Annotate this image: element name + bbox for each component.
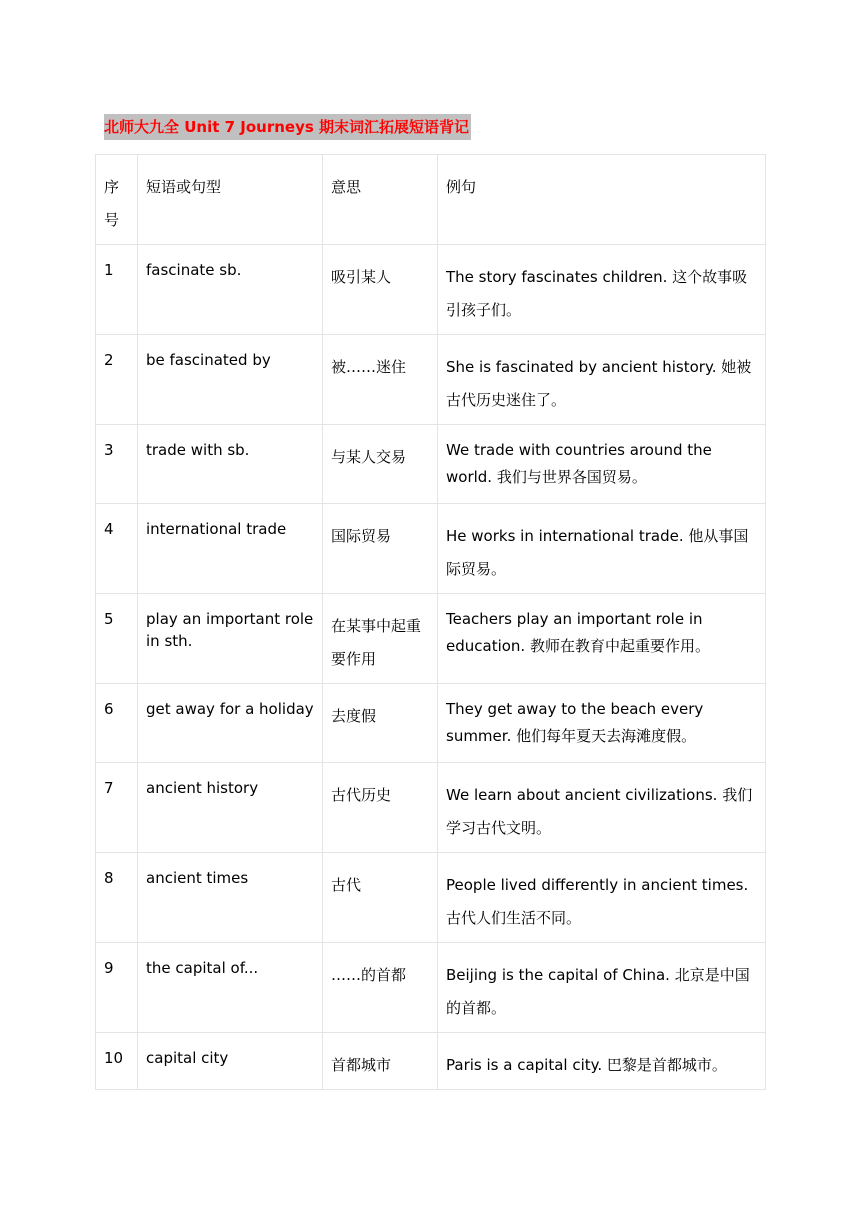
row-number: 5: [104, 610, 114, 628]
row-number: 10: [104, 1049, 124, 1067]
row-phrase: ancient times: [146, 869, 249, 887]
header-cell-phrase: 短语或句型: [138, 155, 323, 245]
row-number: 1: [104, 261, 114, 279]
table-header-row: [96, 155, 766, 245]
row-example: Teachers play an important role in education. 教师在教育中起重要作用。: [446, 610, 710, 655]
header-cell-number: 序号: [96, 155, 138, 245]
row-example: The story fascinates children. 这个故事吸引孩子们。: [446, 268, 748, 319]
row-meaning: 古代历史: [331, 786, 392, 804]
table-row: [96, 335, 766, 425]
row-number: 8: [104, 869, 114, 887]
row-phrase: trade with sb.: [146, 441, 250, 459]
vocabulary-table: [95, 154, 766, 1090]
row-number: 7: [104, 779, 114, 797]
row-meaning: ……的首都: [331, 966, 407, 984]
table-row: [96, 684, 766, 763]
header-cell-meaning: 意思: [323, 155, 438, 245]
row-number: 4: [104, 520, 114, 538]
table-row: [96, 245, 766, 335]
row-example: She is fascinated by ancient history. 她被古代历史迷住了。: [446, 358, 752, 409]
row-meaning: 首都城市: [331, 1056, 392, 1074]
row-phrase: ancient history: [146, 779, 259, 797]
table-row: [96, 504, 766, 594]
row-phrase: capital city: [146, 1049, 229, 1067]
row-example: Paris is a capital city. 巴黎是首都城市。: [446, 1056, 727, 1074]
header-cell-example: 例句: [438, 155, 766, 245]
row-meaning: 被……迷住: [331, 358, 407, 376]
row-meaning: 吸引某人: [331, 268, 392, 286]
row-example: He works in international trade. 他从事国际贸易。: [446, 527, 749, 578]
table-row: [96, 763, 766, 853]
title-block: [104, 114, 471, 140]
table-row: [96, 943, 766, 1033]
row-phrase: the capital of...: [146, 959, 259, 977]
table-row: [96, 594, 766, 684]
table-row: [96, 1033, 766, 1090]
row-meaning: 国际贸易: [331, 527, 392, 545]
row-example: We learn about ancient civilizations. 我们学习古代文明。: [446, 786, 753, 837]
row-example: They get away to the beach every summer. 他们每年夏天去海滩度假。: [446, 700, 704, 745]
row-phrase: international trade: [146, 520, 287, 538]
row-number: 9: [104, 959, 114, 977]
row-phrase: get away for a holiday: [146, 700, 314, 718]
row-phrase: fascinate sb.: [146, 261, 242, 279]
row-phrase: play an important role in sth.: [146, 610, 314, 650]
row-number: 2: [104, 351, 114, 369]
row-example: Beijing is the capital of China. 北京是中国的首都。: [446, 966, 750, 1017]
row-meaning: 与某人交易: [331, 448, 407, 466]
row-example: We trade with countries around the world. 我们与世界各国贸易。: [446, 441, 712, 486]
row-example: People lived differently in ancient times. 古代人们生活不同。: [446, 876, 749, 927]
document-title: 北师大九全 Unit 7 Journeys 期末词汇拓展短语背记: [104, 114, 471, 140]
row-meaning: 在某事中起重要作用: [331, 617, 422, 668]
row-number: 3: [104, 441, 114, 459]
row-meaning: 古代: [331, 876, 362, 894]
row-phrase: be fascinated by: [146, 351, 271, 369]
table-row: [96, 425, 766, 504]
row-number: 6: [104, 700, 114, 718]
row-meaning: 去度假: [331, 707, 377, 725]
table-row: [96, 853, 766, 943]
